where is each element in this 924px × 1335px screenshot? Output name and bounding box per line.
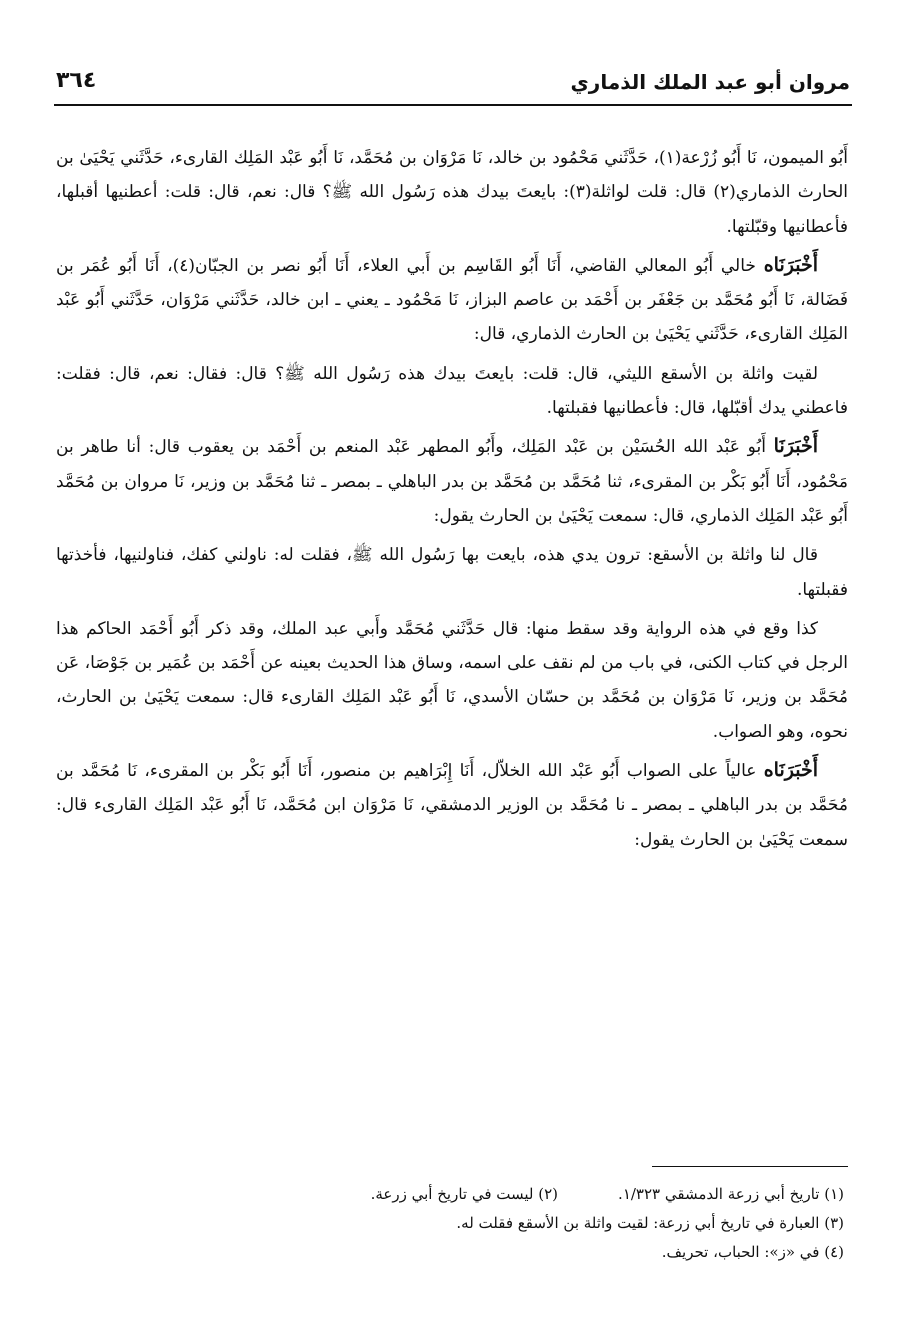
paragraph-lead: أَخْبَرَنَاه xyxy=(763,253,818,276)
paragraph-4 xyxy=(56,429,848,533)
footnote-3: (٣) العبارة في تاريخ أبي زرعة: لقيت واثلة بن الأسقع فقلت له. xyxy=(456,1214,844,1232)
page-number: ٣٦٤ xyxy=(56,68,97,93)
running-title: مروان أبو عبد الملك الذماري xyxy=(570,70,850,94)
paragraph-text: خالي أَبُو المعالي القاضي، أَنَا أَبُو القَاسِم بن أَبي العلاء، أَنَا أَبُو نصر بن الجبّان(٤)، أَنَا أَبُو عُمَر بن فَضَالة، نَا أَبُو مُحَمَّد بن جَعْفَر بن أَحْمَد بن عاصم البزاز، نَا مَحْمُود ـ يعني ـ ابن خالد، حَدَّثَني مَرْوَان، حَدَّثَني أَبُو عَبْد المَلِك القارىء، حَدَّثَني يَحْيَىٰ بن الحارث الذماري، قال: xyxy=(56,255,848,345)
paragraph-lead: أَخْبَرَنَا xyxy=(773,435,818,458)
footnote-2: (٢) ليست في تاريخ أبي زرعة. xyxy=(370,1185,559,1203)
paragraph-text: قال لنا واثلة بن الأسقع: ترون يدي هذه، بايعت بها رَسُول الله ﷺ، فقلت له: ناولني كفك، فناولنيها، فأخذتها فقبلتها. xyxy=(56,545,848,600)
paragraph-5 xyxy=(56,537,848,607)
running-header xyxy=(56,62,850,102)
footnote-4: (٤) في «ز»: الحباب، تحريف. xyxy=(661,1243,844,1261)
paragraph-text: أَبُو الميمون، نَا أَبُو زُرْعة(١)، حَدَّثَني مَحْمُود بن خالد، نَا مَرْوَان بن مُحَمَّد، نَا أَبُو عَبْد المَلِك القارىء، حَدَّثَني يَحْيَىٰ بن الحارث الذماري(٢) قال: قلت لواثلة(٣): بايعتَ بيدك هذه رَسُول الله ﷺ؟ قال: نعم، قال: قلت: أعطنيها أقبلها، فأعطانيها وقبّلتها. xyxy=(56,148,848,237)
paragraph-6 xyxy=(56,611,848,749)
paragraph-7 xyxy=(56,753,848,857)
paragraph-2 xyxy=(56,248,848,352)
header-rule xyxy=(54,104,852,106)
footnote-line xyxy=(56,1180,844,1209)
paragraph-3 xyxy=(56,356,848,426)
paragraph-text: عالياً على الصواب أَبُو عَبْد الله الخلاّل، أَنَا إِبْرَاهيم بن منصور، أَنَا أَبُو بَكْر بن المقرىء، نَا مُحَمَّد بن مُحَمَّد بن بدر الباهلي ـ بمصر ـ نا مُحَمَّد بن الوزير الدمشقي، نَا مَرْوَان ابن مُحَمَّد، نَا أَبُو عَبْد المَلِك القارىء قال: سمعت يَحْيَىٰ بن الحارث يقول: xyxy=(56,761,848,850)
footnote-line xyxy=(56,1238,844,1267)
paragraph-lead: أَخْبَرَنَاه xyxy=(763,759,818,782)
paragraph-text: كذا وقع في هذه الرواية وقد سقط منها: قال حَدَّثَني مُحَمَّد وأَبي عبد الملك، وقد ذكر أَبُو أَحْمَد الحاكم هذا الرجل في كتاب الكنى، في باب من لم نقف على اسمه، وساق هذا الحديث بعينه عن أَحْمَد بن عُمَير بن جَوْصَا، عَن مُحَمَّد بن وزير، نَا مَرْوَان بن مُحَمَّد بن حسّان الأسدي، نَا أَبُو عَبْد المَلِك القارىء قال: سمعت يَحْيَىٰ بن الحارث، نحوه، وهو الصواب. xyxy=(56,618,848,742)
footnote-1: (١) تاريخ أبي زرعة الدمشقي ١/٣٢٣. xyxy=(618,1185,844,1203)
footnote-line xyxy=(56,1209,844,1238)
footnote-rule xyxy=(652,1166,848,1167)
paragraph-text: لقيت واثلة بن الأسقع الليثي، قال: قلت: بايعتَ بيدك هذه رَسُول الله ﷺ؟ قال: فقال: نعم، قال: فقلت: فاعطني يدك أقبّلها، قال: فأعطانيها فقبلتها. xyxy=(56,363,848,419)
main-text xyxy=(56,140,848,861)
paragraph-1 xyxy=(56,140,848,244)
paragraph-text: أَبُو عَبْد الله الحُسَيْن بن عَبْد المَلِك، وأَبُو المطهر عَبْد المنعم بن أَحْمَد بن يعقوب قال: أنا طاهر بن مَحْمُود، أَنَا أَبُو بَكْر بن المقرىء، ثنا مُحَمَّد بن مُحَمَّد بن بدر الباهلي ـ بمصر ـ ثنا مُحَمَّد بن وزير، نَا مروان بن مُحَمَّد أَبُو عَبْد المَلِك الذماري، قال: سمعت يَحْيَىٰ بن الحارث يقول: xyxy=(56,437,848,526)
footnotes xyxy=(56,1180,844,1267)
